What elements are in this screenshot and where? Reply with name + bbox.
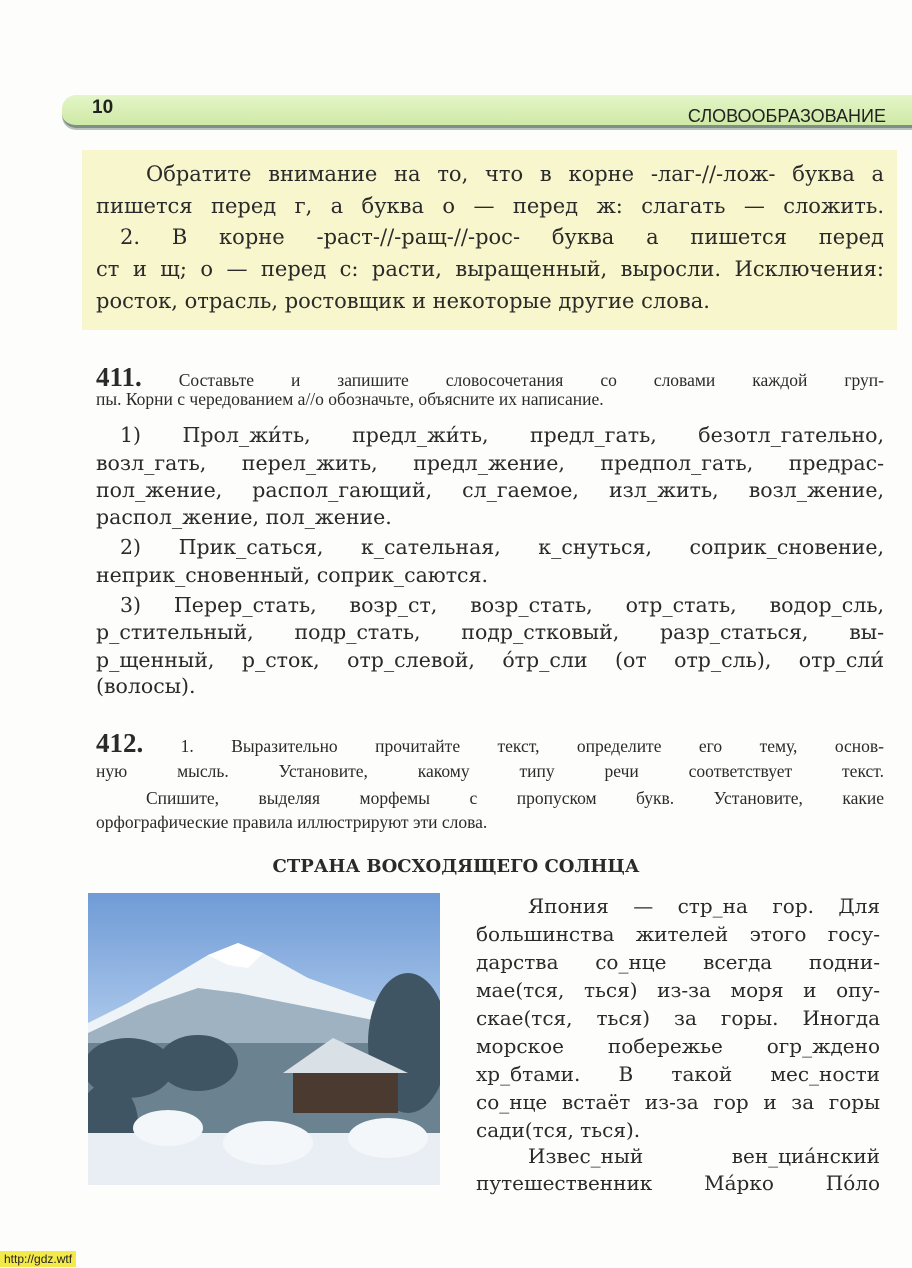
section-title: СЛОВООБРАЗОВАНИЕ — [687, 106, 886, 126]
story-line: хр_бтами. В такой мес_ности — [476, 1062, 880, 1086]
rule-line: ст и щ; о — перед с: расти, выращенный, выросли. Исключения: — [96, 257, 884, 281]
task-instruction-line: Спишите, выделяя морфемы с пропуском букв. Установите, какие — [146, 788, 884, 808]
exercise-line: пол_жение, распол_гающий, сл_гаемое, изл_жить, возл_жение, — [96, 478, 884, 502]
task-412-heading — [96, 728, 884, 759]
task-instruction-line: орфографические правила иллюстрируют эти слова. — [96, 812, 488, 832]
story-line: со_нце встаёт из-за гор и за горы — [476, 1090, 880, 1114]
exercise-line: неприк_сновенный, соприк_саются. — [96, 563, 488, 587]
rule-line: Обратите внимание на то, что в корне -лаг-//-лож- буква а — [146, 162, 884, 186]
story-line: Извес_ный вен_циа́нский — [528, 1144, 880, 1168]
rule-line: 2. В корне -раст-//-ращ-//-рос- буква а пишется перед — [120, 225, 884, 249]
story-line: большинства жителей этого госу- — [476, 922, 880, 946]
task-instruction: пы. Корни с чередованием а//о обозначьте, объясните их написание. — [96, 389, 604, 409]
story-line: скае(тся, ться) за горы. Иногда — [476, 1006, 880, 1030]
exercise-line: возл_гать, перел_жить, предл_жение, предпол_гать, предрас- — [96, 451, 884, 475]
story-line: морское побережье огр_ждено — [476, 1034, 880, 1058]
story-line: сади(тся, ться). — [476, 1118, 641, 1142]
task-number: 411. — [96, 362, 142, 392]
page-number: 10 — [92, 97, 114, 118]
exercise-line: 1) Прол_жи́ть, предл_жи́ть, предл_гать, безотл_гательно, — [120, 423, 884, 447]
rule-line: росток, отрасль, ростовщик и некоторые другие слова. — [96, 289, 710, 313]
story-line: путешественник Ма́рко По́ло — [476, 1171, 880, 1195]
exercise-line: р_щенный, р_сток, отр_слевой, о́тр_сли (от отр_сль), отр_сли́ — [96, 648, 884, 672]
task-number: 412. — [96, 728, 144, 758]
task-instruction-line: ную мысль. Установите, какому типу речи соответствует текст. — [96, 761, 884, 781]
gdz-link[interactable]: http://gdz.wtf — [0, 1251, 76, 1267]
exercise-line: 3) Перер_стать, возр_ст, возр_стать, отр_стать, водор_сль, — [120, 593, 884, 617]
story-line: мае(тся, ться) из-за моря и опу- — [476, 978, 880, 1002]
task-instruction: 1. Выразительно прочитайте текст, определите его тему, основ- — [180, 736, 885, 756]
exercise-line: р_стительный, подр_стать, подр_стковый, разр_статься, вы- — [96, 620, 884, 644]
exercise-line: 2) Прик_саться, к_сательная, к_снуться, соприк_сновение, — [120, 535, 884, 559]
exercise-line: распол_жение, пол_жение. — [96, 505, 392, 529]
rule-line: пишется перед г, а буква о — перед ж: слагать — сложить. — [96, 194, 884, 218]
japan-mountain-photo — [88, 893, 440, 1185]
task-instruction: Составьте и запишите словосочетания со словами каждой груп- — [178, 370, 885, 390]
exercise-line: (волосы). — [96, 674, 196, 698]
story-line: Япония — стр_на гор. Для — [528, 894, 880, 918]
story-line: дарства со_нце всегда подни- — [476, 950, 880, 974]
story-title: СТРАНА ВОСХОДЯЩЕГО СОЛНЦА — [272, 856, 640, 877]
